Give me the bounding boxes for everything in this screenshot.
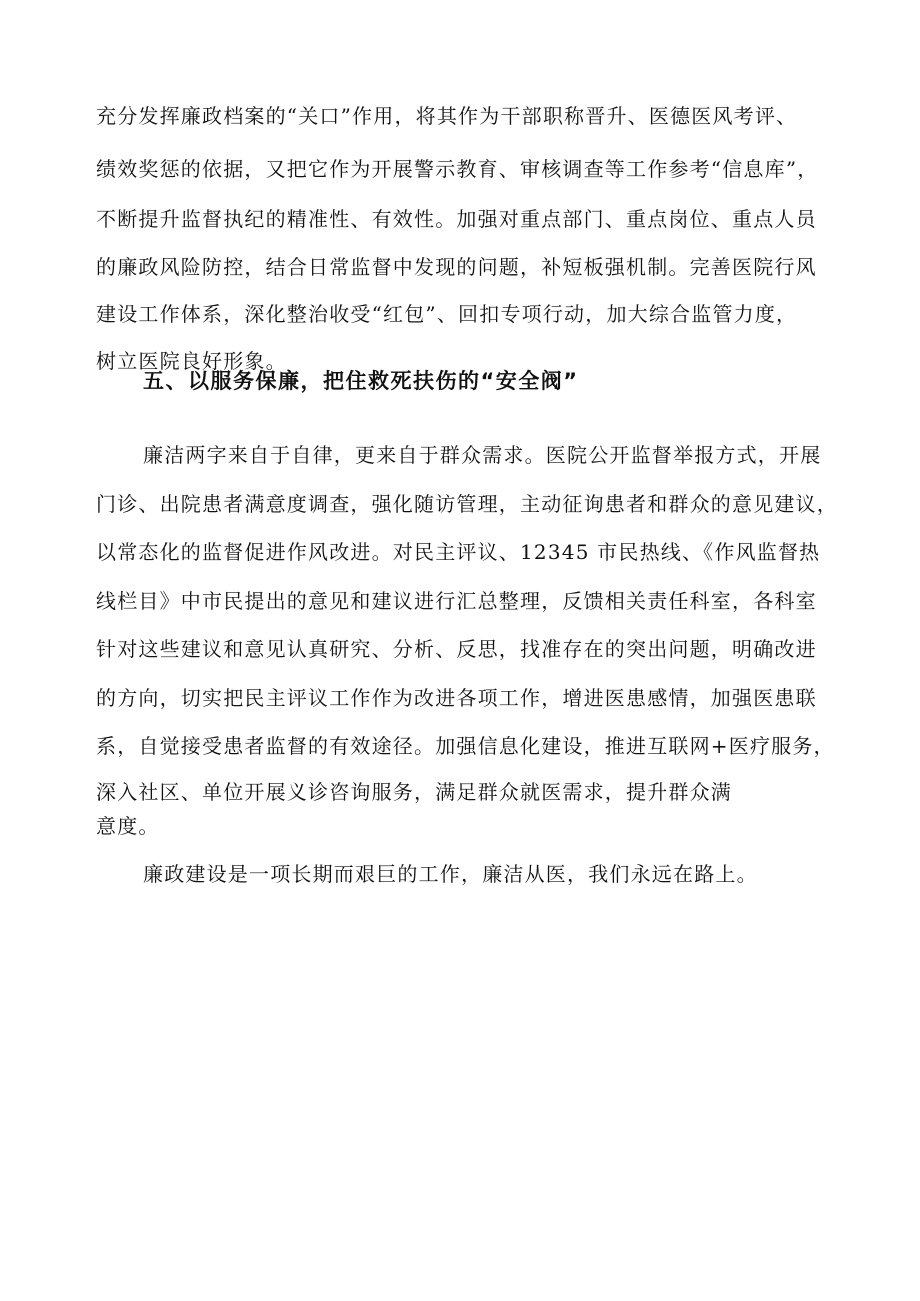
section-5-line-3: 以常态化的监督促进作风改进。对民主评议、12345 市民热线、《作风监督热 [96, 540, 821, 564]
section-5-line-1: 廉洁两字来自于自律，更来自于群众需求。医院公开监督举报方式，开展 [143, 443, 822, 467]
paragraph-1-line-3: 不断提升监督执纪的精准性、有效性。加强对重点部门、重点岗位、重点人员 [96, 207, 817, 231]
paragraph-1-line-6: 树立医院良好形象。 [96, 349, 287, 373]
paragraph-1-line-2: 绩效奖惩的依据，又把它作为开展警示教育、审核调查等工作参考“信息库”， [96, 157, 819, 181]
section-5-line-9: 意度。 [96, 814, 160, 838]
paragraph-1-line-1: 充分发挥廉政档案的“关口”作用，将其作为干部职称晋升、医德医风考评、 [96, 104, 798, 128]
section-5-line-5: 针对这些建议和意见认真研究、分析、反思，找准存在的突出问题，明确改进 [96, 637, 817, 661]
section-5-line-7: 系，自觉接受患者监督的有效途径。加强信息化建设，推进互联网+医疗服务， [96, 734, 835, 758]
section-5-line-8: 深入社区、单位开展义诊咨询服务，满足群众就医需求，提升群众满 [96, 780, 732, 804]
paragraph-1-line-5: 建设工作体系，深化整治收受“红包”、回扣专项行动，加大综合监管力度， [96, 302, 798, 326]
section-5-line-6: 的方向，切实把民主评议工作作为改进各项工作，增进医患感情，加强医患联 [96, 686, 817, 710]
section-5-heading: 五、以服务保廉，把住救死扶伤的“安全阀” [143, 369, 579, 393]
closing-line: 廉政建设是一项长期而艰巨的工作，廉洁从医，我们永远在路上。 [143, 862, 758, 886]
section-5-line-4: 线栏目》中市民提出的意见和建议进行汇总整理，反馈相关责任科室，各科室 [96, 589, 817, 613]
paragraph-1-line-4: 的廉政风险防控，结合日常监督中发现的问题，补短板强机制。完善医院行风 [96, 255, 817, 279]
section-5-line-2: 门诊、出院患者满意度调查，强化随访管理，主动征询患者和群众的意见建议， [96, 492, 838, 516]
